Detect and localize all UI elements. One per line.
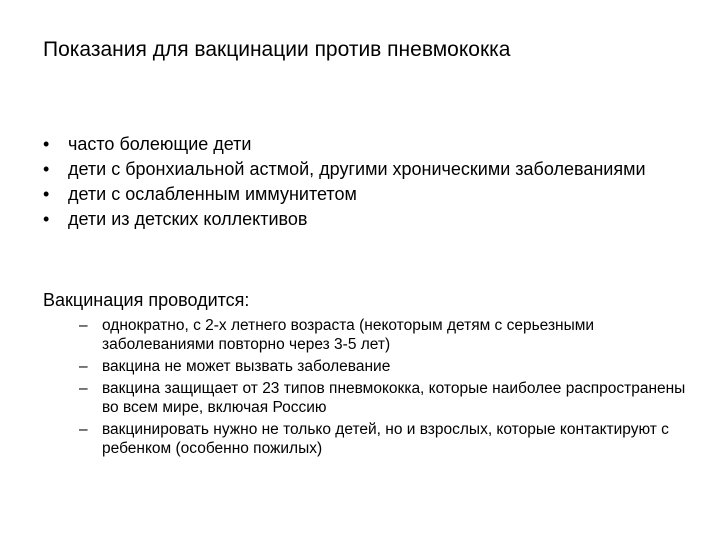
vaccination-intro: Вакцинация проводится: xyxy=(43,290,250,310)
bullet-item xyxy=(43,158,683,180)
bullet-item xyxy=(43,133,683,155)
bullet-item xyxy=(43,208,683,230)
bullet-text: часто болеющие дети xyxy=(68,134,252,154)
bullet-marker: • xyxy=(43,209,50,229)
slide-title: Показания для вакцинации против пневмококка xyxy=(43,38,511,61)
bullet-list xyxy=(43,133,683,233)
bullet-marker: • xyxy=(43,134,50,154)
sub-text: вакцина защищает от 23 типов пневмококка, которые наиболее распространены во всем мире, включая Россию xyxy=(102,380,686,416)
sub-list xyxy=(79,316,689,461)
sub-marker: – xyxy=(79,317,88,334)
sub-marker: – xyxy=(79,358,88,375)
bullet-text: дети с ослабленным иммунитетом xyxy=(68,184,357,204)
sub-text: вакцинировать нужно не только детей, но и взрослых, которые контактируют с ребенком (особенно пожилых) xyxy=(102,421,669,457)
bullet-text: дети с бронхиальной астмой, другими хроническими заболеваниями xyxy=(68,159,646,179)
bullet-item xyxy=(43,183,683,205)
sub-item xyxy=(79,357,689,376)
sub-text: однократно, с 2-х летнего возраста (некоторым детям с серьезными заболеваниями повторно через 3-5 лет) xyxy=(102,317,595,353)
sub-marker: – xyxy=(79,421,88,438)
bullet-marker: • xyxy=(43,159,50,179)
sub-text: вакцина не может вызвать заболевание xyxy=(102,358,391,375)
sub-item xyxy=(79,316,689,354)
bullet-text: дети из детских коллективов xyxy=(68,209,308,229)
sub-item xyxy=(79,420,689,458)
sub-item xyxy=(79,379,689,417)
sub-marker: – xyxy=(79,380,88,397)
bullet-marker: • xyxy=(43,184,50,204)
